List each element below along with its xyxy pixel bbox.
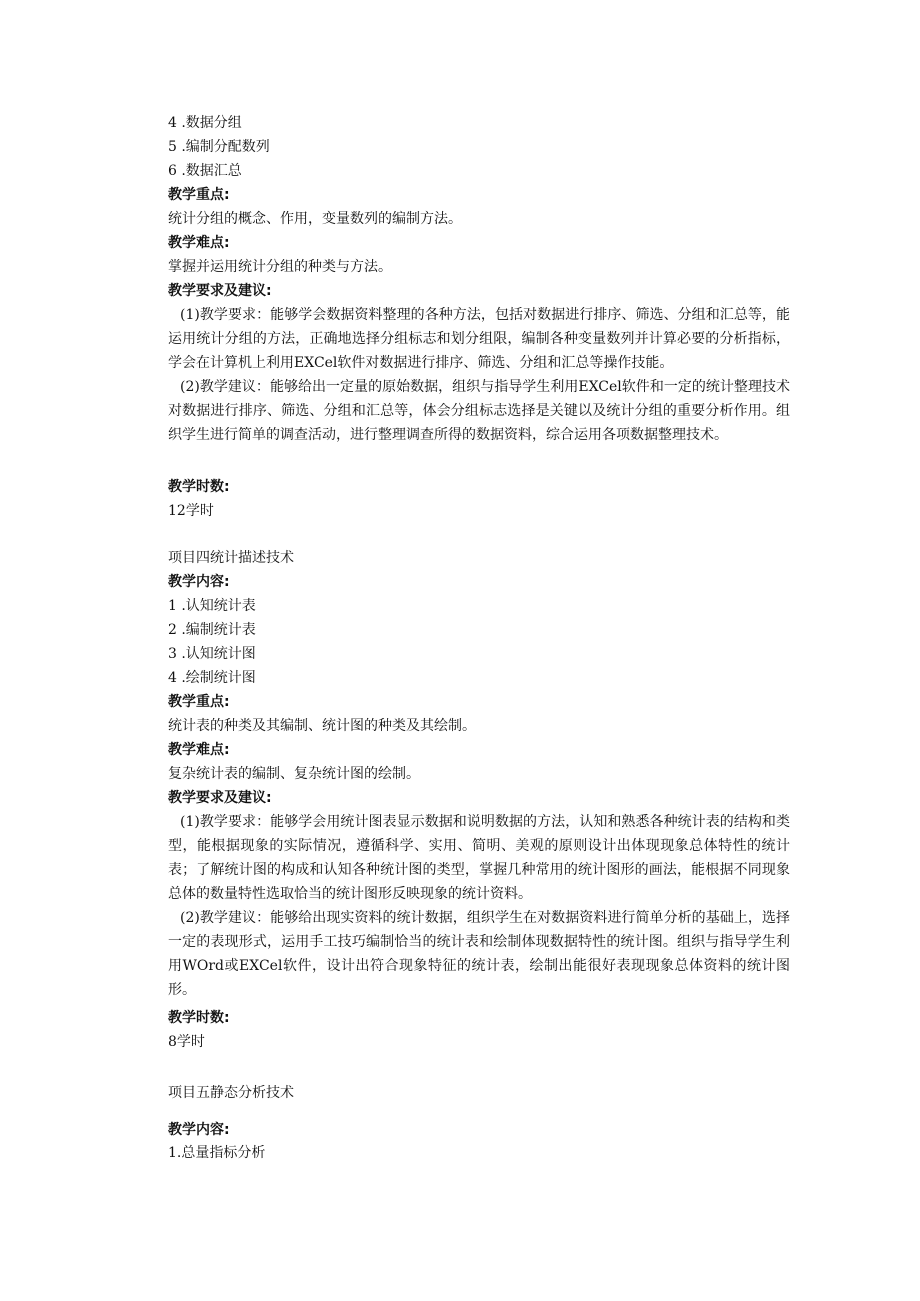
difficulty-label: 教学难点: xyxy=(168,742,230,758)
requirements-label: 教学要求及建议: xyxy=(168,790,272,806)
section-title: 项目五静态分析技术 xyxy=(168,1085,294,1101)
hours-label: 教学时数: xyxy=(168,479,230,495)
difficulty-label: 教学难点: xyxy=(168,235,230,251)
suggestions-paragraph: (2)教学建议：能够给出一定量的原始数据，组织与指导学生利用EXCel软件和一定的统计整理技术对数据进行排序、筛选、分组和汇总等，体会分组标志选择是关键以及统计分组的重要分析作用。组织学生进行简单的调查活动，进行整理调查所得的数据资料，综合运用各项数据整理技术。 xyxy=(168,379,790,443)
list-item: 5 .编制分配数列 xyxy=(168,139,270,155)
list-item: 1.总量指标分析 xyxy=(168,1145,266,1161)
key-points-text: 统计分组的概念、作用，变量数列的编制方法。 xyxy=(168,211,462,227)
content-label: 教学内容: xyxy=(168,1122,230,1138)
section-title: 项目四统计描述技术 xyxy=(168,550,294,566)
list-item: 1 .认知统计表 xyxy=(168,598,256,614)
hours-label: 教学时数: xyxy=(168,1010,230,1026)
requirements-paragraph: (1)教学要求：能够学会用统计图表显示数据和说明数据的方法，认知和熟悉各种统计表的结构和类型，能根据现象的实际情况，遵循科学、实用、简明、美观的原则设计出体现现象总体特性的统计表；了解统计图的构成和认知各种统计图的类型，掌握几种常用的统计图形的画法，能根据不同现象总体的数量特性选取恰当的统计图形反映现象的统计资料。 xyxy=(168,814,790,902)
list-item: 2 .编制统计表 xyxy=(168,622,256,638)
list-item: 6 .数据汇总 xyxy=(168,163,242,179)
list-item: 3 .认知统计图 xyxy=(168,646,256,662)
content-label: 教学内容: xyxy=(168,574,230,590)
hours-text: 8学时 xyxy=(168,1034,205,1050)
requirements-label: 教学要求及建议: xyxy=(168,283,272,299)
key-points-label: 教学重点: xyxy=(168,187,230,203)
key-points-label: 教学重点: xyxy=(168,694,230,710)
key-points-text: 统计表的种类及其编制、统计图的种类及其绘制。 xyxy=(168,718,476,734)
difficulty-text: 复杂统计表的编制、复杂统计图的绘制。 xyxy=(168,766,420,782)
hours-text: 12学时 xyxy=(168,503,214,519)
list-item: 4 .数据分组 xyxy=(168,115,242,131)
suggestions-paragraph: (2)教学建议：能够给出现实资料的统计数据，组织学生在对数据资料进行简单分析的基础上，选择一定的表现形式，运用手工技巧编制恰当的统计表和绘制体现数据特性的统计图。组织与指导学生利用WOrd或EXCel软件，设计出符合现象特征的统计表，绘制出能很好表现现象总体资料的统计图形。 xyxy=(168,910,790,998)
list-item: 4 .绘制统计图 xyxy=(168,670,256,686)
requirements-paragraph: (1)教学要求：能够学会数据资料整理的各种方法，包括对数据进行排序、筛选、分组和汇总等，能运用统计分组的方法，正确地选择分组标志和划分组限，编制各种变量数列并计算必要的分析指标，学会在计算机上利用EXCel软件对数据进行排序、筛选、分组和汇总等操作技能。 xyxy=(168,307,790,371)
difficulty-text: 掌握并运用统计分组的种类与方法。 xyxy=(168,259,392,275)
